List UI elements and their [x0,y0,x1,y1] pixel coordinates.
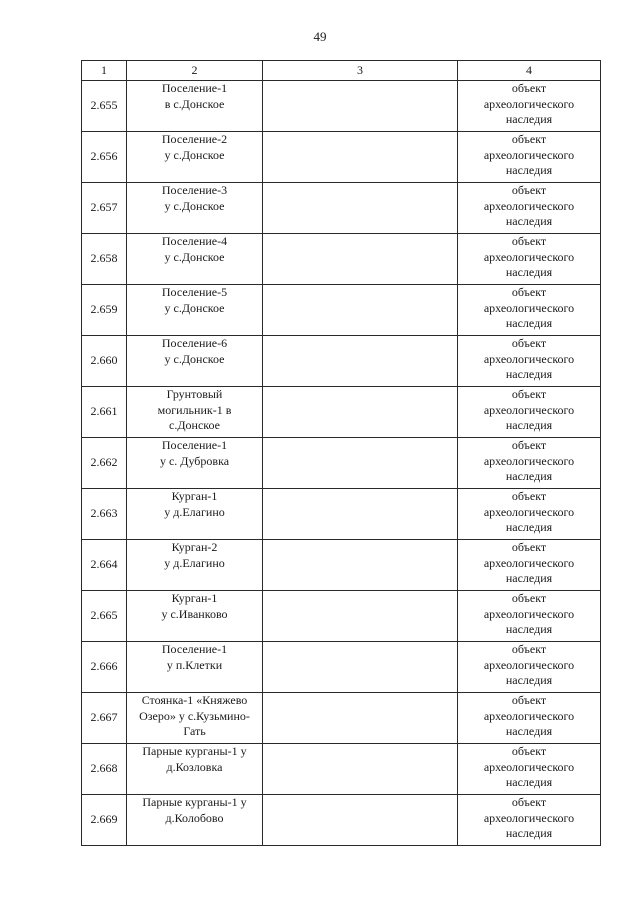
object-name [127,387,263,438]
object-type-text: объект археологического наследия [483,489,575,534]
object-type-text: объект археологического наследия [483,132,575,177]
object-name-text: Поселение-3 у с.Донское [161,183,228,213]
object-name-text: Грунтовый могильник-1 в с.Донское [157,387,232,432]
table-row [82,81,601,132]
heritage-registry-table [81,60,601,846]
table-row [82,132,601,183]
row-number [82,336,127,387]
row-number [82,387,127,438]
object-name-text: Поселение-1 в с.Донское [161,81,228,111]
column-three-cell [263,744,458,795]
header-col-three: 3 [263,61,458,81]
object-type-text: объект археологического наследия [483,642,575,687]
object-type [458,336,601,387]
object-type [458,744,601,795]
row-number [82,489,127,540]
object-name [127,183,263,234]
object-type [458,132,601,183]
object-type-text: объект археологического наследия [483,183,575,228]
column-three-cell [263,438,458,489]
object-type [458,642,601,693]
column-three-cell [263,387,458,438]
row-number [82,81,127,132]
object-type [458,489,601,540]
column-three-cell [263,693,458,744]
object-type [458,693,601,744]
table-header-row [82,61,601,81]
table-row [82,183,601,234]
object-type [458,438,601,489]
row-number-text: 2.662 [90,455,118,470]
table-row [82,693,601,744]
row-number [82,132,127,183]
object-type [458,234,601,285]
object-type [458,285,601,336]
table-row [82,591,601,642]
column-three-cell [263,591,458,642]
column-three-cell [263,795,458,846]
object-type-text: объект археологического наследия [483,234,575,279]
object-name-text: Парные курганы-1 у д.Козловка [142,744,247,774]
object-type [458,795,601,846]
row-number-text: 2.664 [90,557,118,572]
row-number-text: 2.659 [90,302,118,317]
row-number [82,693,127,744]
object-type-text: объект археологического наследия [483,387,575,432]
column-three-cell [263,642,458,693]
object-name-text: Курган-1 у с.Иванково [161,591,228,621]
page-number: 49 [313,29,327,44]
object-name-text: Поселение-2 у с.Донское [161,132,228,162]
object-name-text: Парные курганы-1 у д.Колобово [142,795,247,825]
object-name [127,795,263,846]
row-number-text: 2.663 [90,506,118,521]
object-name [127,642,263,693]
table-row [82,744,601,795]
table-row [82,285,601,336]
row-number-text: 2.667 [90,710,118,725]
row-number [82,183,127,234]
row-number-text: 2.669 [90,812,118,827]
row-number [82,438,127,489]
object-name-text: Поселение-1 у с. Дубровка [159,438,230,468]
row-number [82,744,127,795]
object-name [127,744,263,795]
object-type [458,591,601,642]
object-name [127,132,263,183]
object-name [127,285,263,336]
row-number [82,234,127,285]
object-name [127,693,263,744]
object-type [458,81,601,132]
table-row [82,387,601,438]
column-three-cell [263,132,458,183]
row-number [82,795,127,846]
object-type-text: объект археологического наследия [483,591,575,636]
column-three-cell [263,183,458,234]
object-type-text: объект археологического наследия [483,285,575,330]
row-number-text: 2.658 [90,251,118,266]
row-number-text: 2.657 [90,200,118,215]
column-three-cell [263,540,458,591]
object-type-text: объект археологического наследия [483,438,575,483]
object-name-text: Поселение-6 у с.Донское [161,336,228,366]
column-three-cell [263,234,458,285]
column-three-cell [263,81,458,132]
row-number [82,642,127,693]
object-name-text: Курган-1 у д.Елагино [164,489,225,519]
row-number [82,540,127,591]
object-name-text: Курган-2 у д.Елагино [164,540,225,570]
row-number-text: 2.660 [90,353,118,368]
row-number-text: 2.666 [90,659,118,674]
row-number-text: 2.665 [90,608,118,623]
column-three-cell [263,336,458,387]
object-type-text: объект археологического наследия [483,540,575,585]
object-name [127,489,263,540]
table-row [82,336,601,387]
row-number [82,591,127,642]
object-type-text: объект археологического наследия [483,81,575,126]
row-number-text: 2.668 [90,761,118,776]
object-type-text: объект археологического наследия [483,744,575,789]
object-type-text: объект археологического наследия [483,693,575,738]
row-number-text: 2.656 [90,149,118,164]
table-row [82,540,601,591]
object-name [127,234,263,285]
object-name [127,540,263,591]
header-col-number: 1 [82,61,127,81]
table-row [82,234,601,285]
object-name [127,438,263,489]
object-type [458,540,601,591]
table-row [82,489,601,540]
table-row [82,795,601,846]
table-body [82,81,601,846]
column-three-cell [263,489,458,540]
object-type-text: объект археологического наследия [483,795,575,840]
object-type-text: объект археологического наследия [483,336,575,381]
object-name-text: Стоянка-1 «Княжево Озеро» у с.Кузьмино- Гать [139,693,250,738]
table-row [82,642,601,693]
table-row [82,438,601,489]
object-name [127,336,263,387]
object-name [127,591,263,642]
object-name-text: Поселение-4 у с.Донское [161,234,228,264]
header-col-name: 2 [127,61,263,81]
column-three-cell [263,285,458,336]
row-number-text: 2.655 [90,98,118,113]
header-col-type: 4 [458,61,601,81]
object-type [458,387,601,438]
object-name-text: Поселение-1 у п.Клетки [161,642,228,672]
object-name-text: Поселение-5 у с.Донское [161,285,228,315]
object-type [458,183,601,234]
row-number-text: 2.661 [90,404,118,419]
row-number [82,285,127,336]
object-name [127,81,263,132]
